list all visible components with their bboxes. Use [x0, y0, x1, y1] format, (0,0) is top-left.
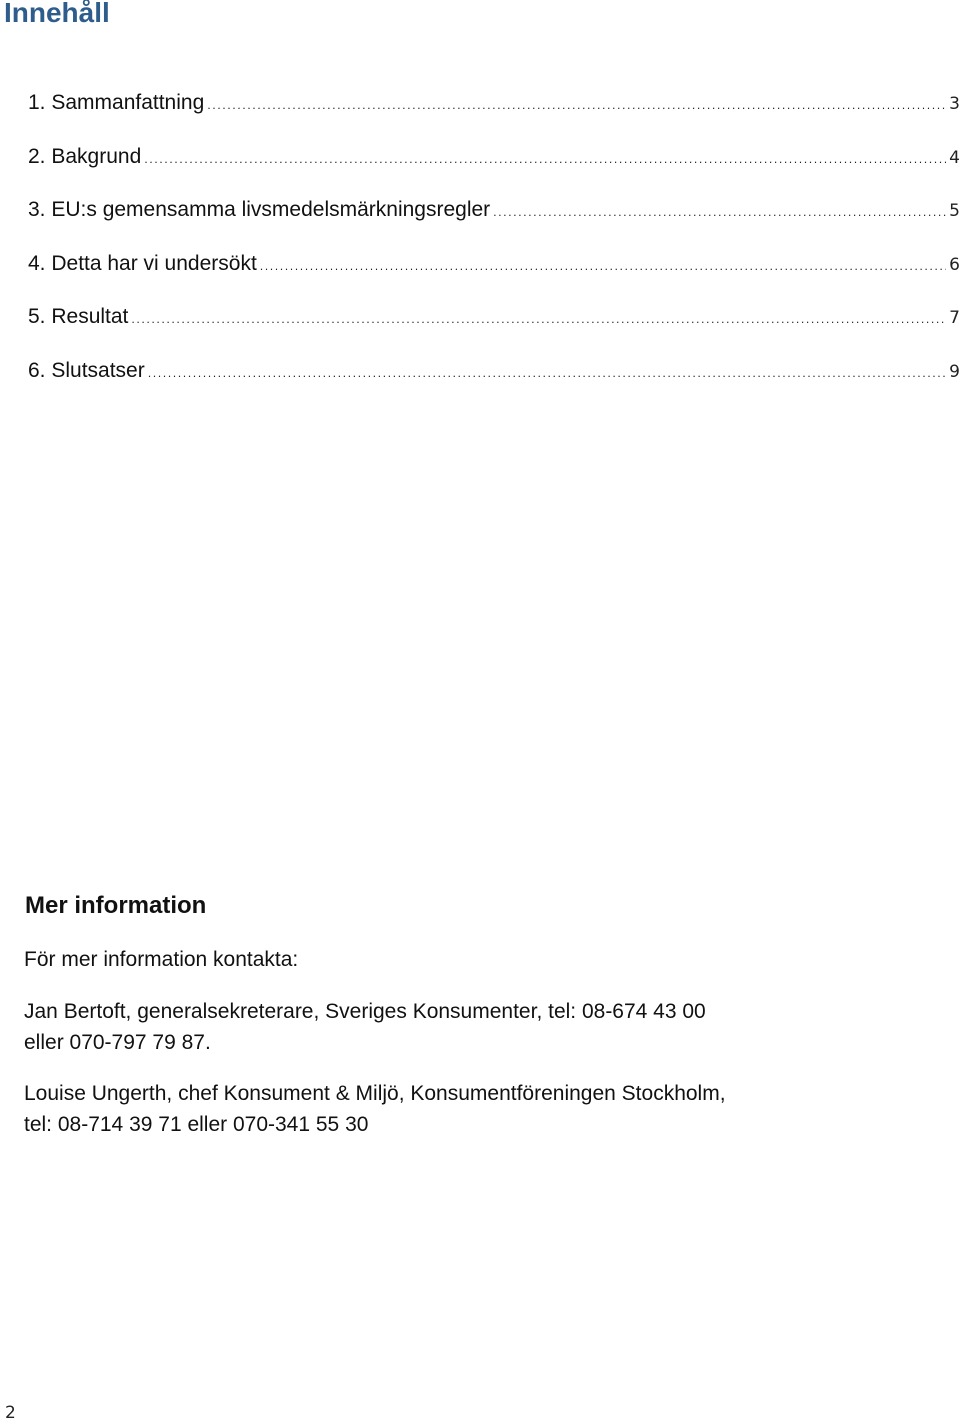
contact-jan-bertoft — [24, 996, 924, 1058]
toc-entry-title: 4. Detta har vi undersökt — [28, 252, 257, 275]
contact-line: Louise Ungerth, chef Konsument & Miljö, Konsumentföreningen Stockholm, — [24, 1082, 726, 1105]
toc-dot-leader — [131, 305, 946, 335]
toc-dot-leader — [260, 252, 946, 282]
toc-entry-page: 3 — [949, 94, 960, 114]
toc-entry-eu-regler[interactable] — [28, 195, 960, 225]
toc-dot-leader — [207, 91, 946, 121]
toc-entry-page: 6 — [949, 255, 960, 275]
toc-dot-leader — [144, 145, 946, 175]
toc-entry-sammanfattning[interactable] — [28, 88, 960, 118]
toc-heading: Innehåll — [4, 0, 110, 28]
contact-louise-ungerth — [24, 1078, 924, 1140]
toc-entry-page: 4 — [949, 148, 960, 168]
toc-entry-title: 2. Bakgrund — [28, 145, 142, 168]
toc-entry-title: 1. Sammanfattning — [28, 91, 205, 114]
toc-entry-title: 5. Resultat — [28, 305, 129, 328]
toc-entry-resultat[interactable] — [28, 302, 960, 332]
page-number: 2 — [5, 1403, 16, 1423]
more-info-intro: För mer information kontakta: — [24, 948, 299, 971]
toc-entry-slutsatser[interactable] — [28, 356, 960, 386]
toc-dot-leader — [493, 198, 946, 228]
toc-dot-leader — [148, 359, 946, 389]
toc-entry-bakgrund[interactable] — [28, 142, 960, 172]
toc-entry-page: 7 — [949, 308, 960, 328]
contact-line: eller 070-797 79 87. — [24, 1031, 211, 1054]
toc-entry-title: 6. Slutsatser — [28, 359, 145, 382]
toc-entry-undersokt[interactable] — [28, 249, 960, 279]
toc-entry-title: 3. EU:s gemensamma livsmedelsmärkningsregler — [28, 198, 491, 221]
contact-line: tel: 08-714 39 71 eller 070-341 55 30 — [24, 1113, 369, 1136]
toc-entry-page: 9 — [949, 362, 960, 382]
contact-line: Jan Bertoft, generalsekreterare, Sveriges Konsumenter, tel: 08-674 43 00 — [24, 1000, 706, 1023]
toc-entry-page: 5 — [949, 201, 960, 221]
more-info-heading: Mer information — [25, 892, 207, 919]
